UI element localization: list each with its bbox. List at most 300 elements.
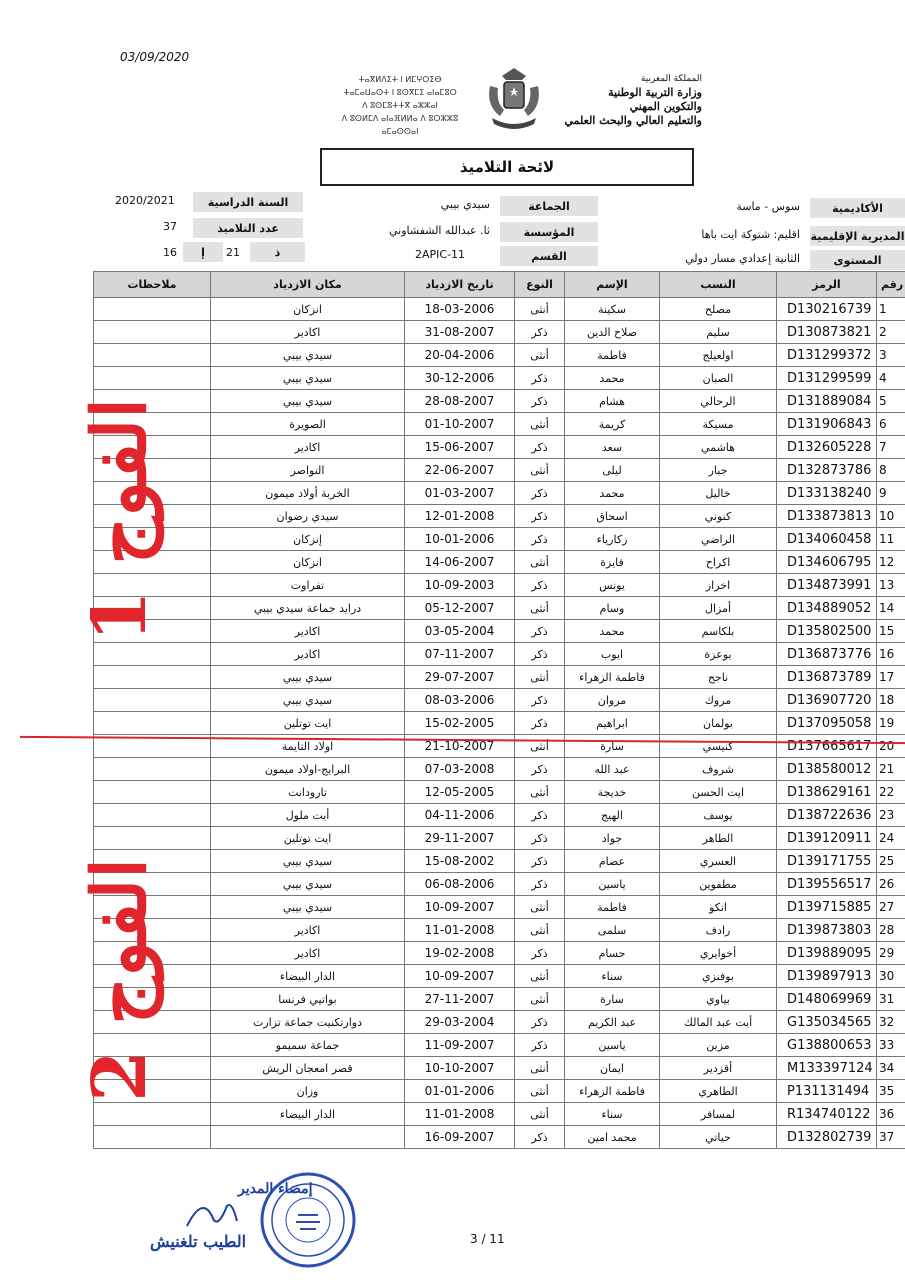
cell-index: 16 <box>877 643 905 666</box>
cell-name: هشام <box>565 390 660 413</box>
cell-birth-place: تارودانت <box>211 781 405 804</box>
table-row <box>94 298 905 321</box>
cell-name: سناء <box>565 965 660 988</box>
cell-index: 7 <box>877 436 905 459</box>
table-row <box>94 528 905 551</box>
cell-birth-date: 29-07-2007 <box>405 666 515 689</box>
cell-birth-date: 18-03-2006 <box>405 298 515 321</box>
cell-birth-place: سيدي رضوان <box>211 505 405 528</box>
cell-code: D131889084 <box>777 390 877 413</box>
table-row <box>94 873 905 896</box>
cell-birth-place: الدار البيضاء <box>211 1103 405 1126</box>
cell-code: D130873821 <box>777 321 877 344</box>
table-row <box>94 965 905 988</box>
cell-birth-place: دوارتكنيت جماعة تزارت <box>211 1011 405 1034</box>
header-notes: ملاحظات <box>94 272 211 298</box>
cell-name: سعد <box>565 436 660 459</box>
table-row <box>94 597 905 620</box>
cell-code: R134740122 <box>777 1103 877 1126</box>
cell-code: D132605228 <box>777 436 877 459</box>
header-code: الرمز <box>777 272 877 298</box>
header-name: الإسم <box>565 272 660 298</box>
cell-surname: الطاهر <box>660 827 777 850</box>
cell-birth-place: درايد جماعة سيدي بيبي <box>211 597 405 620</box>
cell-index: 13 <box>877 574 905 597</box>
cell-code: G135034565 <box>777 1011 877 1034</box>
cell-index: 18 <box>877 689 905 712</box>
cell-index: 28 <box>877 919 905 942</box>
table-row <box>94 574 905 597</box>
table-row <box>94 1126 905 1149</box>
tifinagh-line: ⴷ ⵓⵙⵎⵓⵜⵜⴳ ⴰⵣⵣⴰⵏ <box>362 101 438 110</box>
cell-index: 11 <box>877 528 905 551</box>
cell-birth-date: 29-03-2004 <box>405 1011 515 1034</box>
cell-gender: أنثى <box>515 781 565 804</box>
cell-gender: ذكر <box>515 804 565 827</box>
table-row <box>94 551 905 574</box>
cell-surname: بياوي <box>660 988 777 1011</box>
class-value: 2APIC-11 <box>415 247 466 261</box>
cell-index: 36 <box>877 1103 905 1126</box>
cell-gender: أنثى <box>515 1057 565 1080</box>
cell-code: D131299372 <box>777 344 877 367</box>
cell-surname: كنوني <box>660 505 777 528</box>
cell-surname: هاشمي <box>660 436 777 459</box>
cell-name: عصام <box>565 850 660 873</box>
cell-gender: ذكر <box>515 321 565 344</box>
female-count: 16 <box>163 245 177 259</box>
cell-code: D134606795 <box>777 551 877 574</box>
table-row <box>94 1080 905 1103</box>
cell-index: 23 <box>877 804 905 827</box>
cell-gender: ذكر <box>515 528 565 551</box>
academy-value: سوس - ماسة <box>736 199 800 213</box>
cell-birth-date: 30-12-2006 <box>405 367 515 390</box>
cell-index: 35 <box>877 1080 905 1103</box>
cell-code: P131131494 <box>777 1080 877 1103</box>
cell-surname: جبار <box>660 459 777 482</box>
cell-code: D134060458 <box>777 528 877 551</box>
table-body <box>94 298 905 1149</box>
cell-gender: ذكر <box>515 1011 565 1034</box>
cell-name: خديجة <box>565 781 660 804</box>
cell-birth-place <box>211 1126 405 1149</box>
cell-name: محمد امين <box>565 1126 660 1149</box>
ministry-line: والتعليم العالي والبحث العلمي <box>564 114 702 127</box>
cell-birth-place: سيدي بيبي <box>211 896 405 919</box>
table-row <box>94 344 905 367</box>
student-roster-table <box>93 271 905 1149</box>
cell-birth-place: ايت توتلين <box>211 712 405 735</box>
cell-gender: ذكر <box>515 827 565 850</box>
cell-code: D134889052 <box>777 597 877 620</box>
cell-birth-date: 04-11-2006 <box>405 804 515 827</box>
cell-gender: أنثى <box>515 965 565 988</box>
cell-name: محمد <box>565 367 660 390</box>
coat-of-arms-icon <box>482 66 546 134</box>
cell-name: يونس <box>565 574 660 597</box>
table-row <box>94 1034 905 1057</box>
document-title: لائحة التلاميذ <box>320 148 694 186</box>
cell-gender: ذكر <box>515 758 565 781</box>
table-row <box>94 643 905 666</box>
cell-code: D137095058 <box>777 712 877 735</box>
table-header-row <box>94 272 905 298</box>
group-2-label: الفوج 2 <box>77 858 163 1102</box>
cell-name: كريمة <box>565 413 660 436</box>
cell-birth-place: ايت توتلين <box>211 827 405 850</box>
student-count-label: عدد التلاميذ <box>193 218 303 238</box>
commune-value: سيدي بيبي <box>440 197 490 211</box>
cell-gender: أنثى <box>515 896 565 919</box>
cell-index: 31 <box>877 988 905 1011</box>
level-label: المستوى <box>810 250 905 270</box>
cell-name: حسام <box>565 942 660 965</box>
cell-birth-place: سيدي بيبي <box>211 367 405 390</box>
cell-index: 34 <box>877 1057 905 1080</box>
cell-surname: بوفنزي <box>660 965 777 988</box>
cell-birth-place: البرايج-اولاد ميمون <box>211 758 405 781</box>
cell-index: 37 <box>877 1126 905 1149</box>
cell-code: M133397124 <box>777 1057 877 1080</box>
cell-surname: الرحالي <box>660 390 777 413</box>
table-row <box>94 436 905 459</box>
cell-surname: حياتي <box>660 1126 777 1149</box>
cell-surname: اولعيلج <box>660 344 777 367</box>
cell-index: 27 <box>877 896 905 919</box>
cell-name: سناء <box>565 1103 660 1126</box>
cell-index: 25 <box>877 850 905 873</box>
cell-birth-place: انزكان <box>211 551 405 574</box>
cell-surname: بولمان <box>660 712 777 735</box>
cell-birth-place: سيدي بيبي <box>211 689 405 712</box>
cell-name: ايوب <box>565 643 660 666</box>
cell-gender: ذكر <box>515 1126 565 1149</box>
cell-birth-date: 07-03-2008 <box>405 758 515 781</box>
cell-birth-place: سيدي بيبي <box>211 666 405 689</box>
cell-name: مروان <box>565 689 660 712</box>
cell-birth-date: 10-01-2006 <box>405 528 515 551</box>
cell-birth-place: سيدي بيبي <box>211 344 405 367</box>
cell-gender: ذكر <box>515 574 565 597</box>
cell-birth-date: 20-04-2006 <box>405 344 515 367</box>
cell-gender: ذكر <box>515 643 565 666</box>
cell-birth-date: 01-10-2007 <box>405 413 515 436</box>
cell-code: D139715885 <box>777 896 877 919</box>
cell-birth-place: جماعة سميمو <box>211 1034 405 1057</box>
table-row <box>94 666 905 689</box>
ministry-line: والتكوين المهني <box>629 100 702 113</box>
group-1-annotation <box>60 300 180 740</box>
cell-surname: ناجح <box>660 666 777 689</box>
cell-surname: مروك <box>660 689 777 712</box>
cell-index: 20 <box>877 735 905 758</box>
ministry-name-tifinagh <box>330 73 470 138</box>
header-surname: النسب <box>660 272 777 298</box>
cell-birth-date: 29-11-2007 <box>405 827 515 850</box>
cell-surname: يوسف <box>660 804 777 827</box>
cell-gender: ذكر <box>515 873 565 896</box>
tifinagh-line: ⴷ ⵓⵙⵍⵎⴷ ⴰⵏⴰⴼⵍⵍⴰ ⴷ ⵓⵔⵣⵣⵓ ⴰⵎⴰⵙⵙⴰⵏ <box>341 114 459 136</box>
ministry-line: المملكة المغربية <box>640 74 702 84</box>
directorate-label: المديرية الإقليمية <box>810 226 905 246</box>
table-row <box>94 781 905 804</box>
cell-index: 22 <box>877 781 905 804</box>
cell-birth-date: 27-11-2007 <box>405 988 515 1011</box>
cell-surname: العسري <box>660 850 777 873</box>
male-count: 21 <box>226 245 240 259</box>
cell-name: محمد <box>565 620 660 643</box>
table-row <box>94 850 905 873</box>
table-row <box>94 413 905 436</box>
cell-birth-date: 07-11-2007 <box>405 643 515 666</box>
cell-birth-place: الخربة أولاد ميمون <box>211 482 405 505</box>
header-birth-place: مكان الازدياد <box>211 272 405 298</box>
cell-code: D139171755 <box>777 850 877 873</box>
cell-birth-place: تفراوت <box>211 574 405 597</box>
cell-birth-place: انزكان <box>211 298 405 321</box>
cell-index: 15 <box>877 620 905 643</box>
signature-name: الطيب تلغنيش <box>150 1232 247 1251</box>
table-row <box>94 620 905 643</box>
signature-icon <box>182 1196 242 1236</box>
institution-value: ثا. عبدالله الشفشاوني <box>389 223 490 237</box>
cell-birth-place: اكادير <box>211 620 405 643</box>
cell-gender: ذكر <box>515 850 565 873</box>
cell-surname: مطفوين <box>660 873 777 896</box>
cell-code: D131906843 <box>777 413 877 436</box>
cell-birth-date: 22-06-2007 <box>405 459 515 482</box>
cell-surname: رادف <box>660 919 777 942</box>
table-row <box>94 1011 905 1034</box>
cell-birth-place: الصويرة <box>211 413 405 436</box>
cell-index: 1 <box>877 298 905 321</box>
cell-birth-place: وزان <box>211 1080 405 1103</box>
cell-code: D139889095 <box>777 942 877 965</box>
cell-birth-date: 05-12-2007 <box>405 597 515 620</box>
cell-surname: اخراز <box>660 574 777 597</box>
cell-index: 8 <box>877 459 905 482</box>
header-index: رقم <box>877 272 905 298</box>
cell-birth-place: سيدي بيبي <box>211 390 405 413</box>
cell-index: 30 <box>877 965 905 988</box>
cell-birth-place: سيدي بيبي <box>211 873 405 896</box>
cell-gender: ذكر <box>515 712 565 735</box>
table-row <box>94 367 905 390</box>
cell-surname: أقزدير <box>660 1057 777 1080</box>
directorate-value: اقليم: شتوكة ايت باها <box>701 227 800 241</box>
cell-index: 32 <box>877 1011 905 1034</box>
cell-index: 33 <box>877 1034 905 1057</box>
cell-name: ايمان <box>565 1057 660 1080</box>
cell-birth-date: 15-06-2007 <box>405 436 515 459</box>
cell-code: D138629161 <box>777 781 877 804</box>
cell-birth-date: 31-08-2007 <box>405 321 515 344</box>
cell-birth-place: أيت ملول <box>211 804 405 827</box>
cell-name: ليلى <box>565 459 660 482</box>
commune-label: الجماعة <box>500 196 598 216</box>
cell-gender: ذكر <box>515 436 565 459</box>
cell-gender: ذكر <box>515 942 565 965</box>
cell-birth-date: 08-03-2006 <box>405 689 515 712</box>
cell-index: 29 <box>877 942 905 965</box>
cell-surname: مزين <box>660 1034 777 1057</box>
cell-gender: ذكر <box>515 1034 565 1057</box>
cell-birth-place: اولاد التايمة <box>211 735 405 758</box>
student-count-value: 37 <box>163 219 177 233</box>
table-row <box>94 804 905 827</box>
cell-code: D139120911 <box>777 827 877 850</box>
cell-birth-date: 15-02-2005 <box>405 712 515 735</box>
page-number: 3 / 11 <box>470 1232 505 1246</box>
table-row <box>94 321 905 344</box>
cell-birth-place: الدار البيضاء <box>211 965 405 988</box>
cell-name: الهيج <box>565 804 660 827</box>
tifinagh-line: ⵜⴰⴳⵍⴷⵉⵜ ⵏ ⵍⵎⵖⵔⵉⴱ <box>358 75 442 84</box>
table-row <box>94 919 905 942</box>
table-row <box>94 1057 905 1080</box>
cell-name: عبد الله <box>565 758 660 781</box>
cell-birth-place: اكادير <box>211 321 405 344</box>
cell-surname: مصلح <box>660 298 777 321</box>
group-1-label: الفوج 1 <box>77 398 163 642</box>
cell-code: D137665617 <box>777 735 877 758</box>
table-row <box>94 1103 905 1126</box>
cell-name: سارة <box>565 988 660 1011</box>
cell-birth-date: 14-06-2007 <box>405 551 515 574</box>
cell-name: زكارياء <box>565 528 660 551</box>
cell-surname: لمسافر <box>660 1103 777 1126</box>
cell-gender: ذكر <box>515 482 565 505</box>
cell-birth-date: 28-08-2007 <box>405 390 515 413</box>
cell-index: 24 <box>877 827 905 850</box>
cell-gender: أنثى <box>515 298 565 321</box>
cell-surname: سليم <box>660 321 777 344</box>
school-year-label: السنة الدراسية <box>193 192 303 212</box>
tifinagh-line: ⵜⴰⵎⴰⵡⴰⵙⵜ ⵏ ⵓⵙⴳⵎⵉ ⴰⵏⴰⵎⵓⵔ <box>343 88 457 97</box>
cell-birth-date: 10-09-2007 <box>405 965 515 988</box>
cell-name: سكينة <box>565 298 660 321</box>
table-row <box>94 942 905 965</box>
cell-birth-date: 10-09-2007 <box>405 896 515 919</box>
cell-gender: أنثى <box>515 666 565 689</box>
cell-gender: ذكر <box>515 390 565 413</box>
cell-code: G138800653 <box>777 1034 877 1057</box>
cell-birth-place: اكادير <box>211 942 405 965</box>
cell-index: 14 <box>877 597 905 620</box>
cell-surname: أمزال <box>660 597 777 620</box>
cell-surname: أيت عبد المالك <box>660 1011 777 1034</box>
cell-surname: أخوايري <box>660 942 777 965</box>
header-birth-date: تاريخ الازدياد <box>405 272 515 298</box>
cell-name: عبد الكريم <box>565 1011 660 1034</box>
cell-birth-place: اكادير <box>211 436 405 459</box>
cell-birth-date: 03-05-2004 <box>405 620 515 643</box>
cell-code: D132873786 <box>777 459 877 482</box>
cell-index: 2 <box>877 321 905 344</box>
cell-surname: الراضي <box>660 528 777 551</box>
cell-birth-place: اكادير <box>211 919 405 942</box>
cell-name: سارة <box>565 735 660 758</box>
cell-gender: أنثى <box>515 597 565 620</box>
cell-birth-place: قصر امعجان الريش <box>211 1057 405 1080</box>
cell-code: D135802500 <box>777 620 877 643</box>
table-row <box>94 988 905 1011</box>
cell-gender: أنثى <box>515 413 565 436</box>
cell-name: جواد <box>565 827 660 850</box>
cell-gender: أنثى <box>515 1103 565 1126</box>
cell-code: D139873803 <box>777 919 877 942</box>
cell-surname: الصبان <box>660 367 777 390</box>
table-row <box>94 482 905 505</box>
cell-name: فايزة <box>565 551 660 574</box>
cell-surname: ايت الحسن <box>660 781 777 804</box>
table-row <box>94 689 905 712</box>
cell-surname: الطاهري <box>660 1080 777 1103</box>
cell-code: D139556517 <box>777 873 877 896</box>
cell-code: D138722636 <box>777 804 877 827</box>
signature-label: إمضاء المدير <box>238 1181 313 1197</box>
cell-birth-date: 12-05-2005 <box>405 781 515 804</box>
table-row <box>94 390 905 413</box>
table-row <box>94 505 905 528</box>
table-row <box>94 896 905 919</box>
cell-index: 9 <box>877 482 905 505</box>
school-year-value: 2020/2021 <box>115 193 175 207</box>
cell-birth-date: 11-01-2008 <box>405 1103 515 1126</box>
cell-code: D132802739 <box>777 1126 877 1149</box>
cell-birth-place: النواصر <box>211 459 405 482</box>
ministry-name-arabic <box>552 72 702 128</box>
cell-birth-date: 19-02-2008 <box>405 942 515 965</box>
cell-birth-date: 21-10-2007 <box>405 735 515 758</box>
cell-code: D131299599 <box>777 367 877 390</box>
header-gender: النوع <box>515 272 565 298</box>
cell-birth-date: 15-08-2002 <box>405 850 515 873</box>
cell-code: D133138240 <box>777 482 877 505</box>
cell-birth-place: إنزكان <box>211 528 405 551</box>
cell-surname: خاليل <box>660 482 777 505</box>
cell-birth-date: 06-08-2006 <box>405 873 515 896</box>
cell-code: D139897913 <box>777 965 877 988</box>
cell-gender: أنثى <box>515 919 565 942</box>
cell-name: صلاح الدين <box>565 321 660 344</box>
cell-index: 19 <box>877 712 905 735</box>
cell-code: D130216739 <box>777 298 877 321</box>
cell-name: فاطمة <box>565 896 660 919</box>
cell-surname: مسيكة <box>660 413 777 436</box>
cell-birth-date: 10-09-2003 <box>405 574 515 597</box>
female-marker: إ <box>183 242 223 262</box>
cell-index: 21 <box>877 758 905 781</box>
cell-code: D136907720 <box>777 689 877 712</box>
cell-birth-place: اكادير <box>211 643 405 666</box>
cell-birth-date: 11-01-2008 <box>405 919 515 942</box>
cell-index: 3 <box>877 344 905 367</box>
cell-index: 17 <box>877 666 905 689</box>
cell-surname: شروف <box>660 758 777 781</box>
cell-index: 6 <box>877 413 905 436</box>
cell-name: وسام <box>565 597 660 620</box>
cell-surname: بوعزة <box>660 643 777 666</box>
cell-gender: ذكر <box>515 505 565 528</box>
level-value: الثانية إعدادي مسار دولي <box>685 251 800 265</box>
cell-name: ياسين <box>565 1034 660 1057</box>
group-2-annotation <box>60 760 180 1200</box>
table-row <box>94 459 905 482</box>
cell-birth-date: 01-01-2006 <box>405 1080 515 1103</box>
cell-surname: بلكاسم <box>660 620 777 643</box>
